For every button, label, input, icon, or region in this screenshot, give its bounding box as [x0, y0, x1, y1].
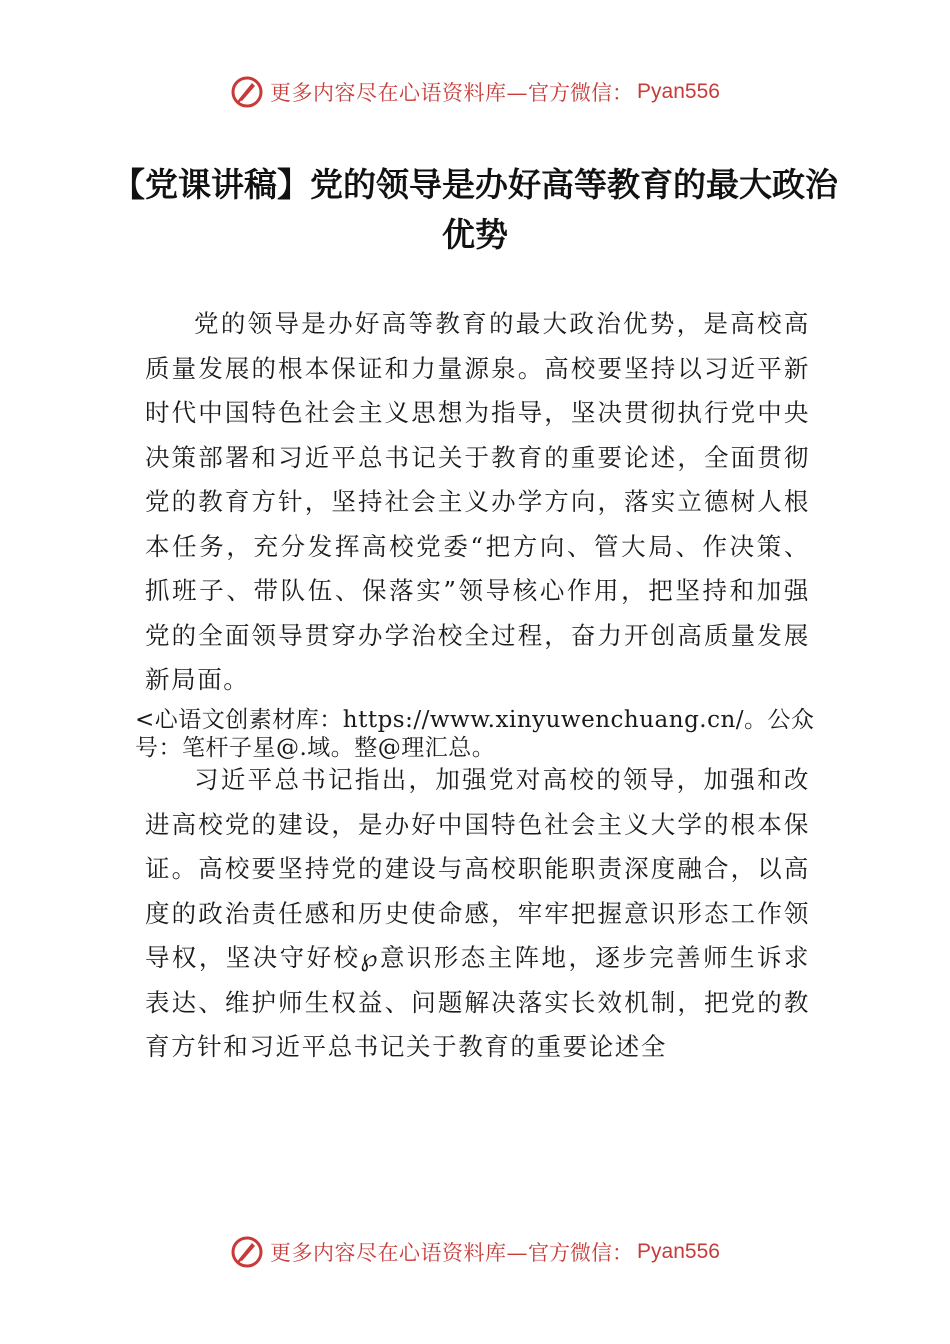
banner-text: 更多内容尽在心语资料库—: [270, 1241, 529, 1265]
document-title: 【党课讲稿】党的领导是办好高等教育的最大政治优势: [112, 165, 838, 254]
body-paragraph-1: 党的领导是办好高等教育的最大政治优势，是高校高质量发展的根本保证和力量源泉。高校要坚持以习近平新时代中国特色社会主义思想为指导，坚决贯彻执行党中央决策部署和习近平总书记关于教育的重要论述，全面贯彻党的教育方针，坚持社会主义办学方向，落实立德树人根本任务，充分发挥高校党委“把方向、管大局、作决策、抓班子、带队伍、保落实”领导核心作用，把坚持和加强党的全面领导贯穿办学治校全过程，奋力开创高质量发展新局面。: [145, 309, 810, 694]
banner-wechat-label: 官方微信：: [528, 81, 634, 105]
banner-text: 更多内容尽在心语资料库—: [270, 81, 529, 105]
footer-banner: [0, 1232, 950, 1272]
brand-logo-icon: [230, 75, 264, 109]
header-banner: [0, 72, 950, 112]
brand-logo-icon: [230, 1235, 264, 1269]
body-paragraph-2: 习近平总书记指出，加强党对高校的领导，加强和改进高校党的建设，是办好中国特色社会主义大学的根本保证。高校要坚持党的建设与高校职能职责深度融合，以高度的政治责任感和历史使命感，牢牢把握意识形态工作领导权，坚决守好校℘意识形态主阵地，逐步完善师生诉求表达、维护师生权益、问题解决落实长效机制，把党的教育方针和习近平总书记关于教育的重要论述全: [145, 765, 810, 1061]
banner-wechat-label: 官方微信：: [528, 1241, 634, 1265]
source-note: <心语文创素材库：https://www.xinyuwenchuang.cn/。公众号：笔杆子星@.域。整@理汇总。: [135, 707, 815, 761]
banner-wechat-id: Pyan556: [637, 1240, 720, 1263]
banner-wechat-id: Pyan556: [637, 80, 720, 103]
